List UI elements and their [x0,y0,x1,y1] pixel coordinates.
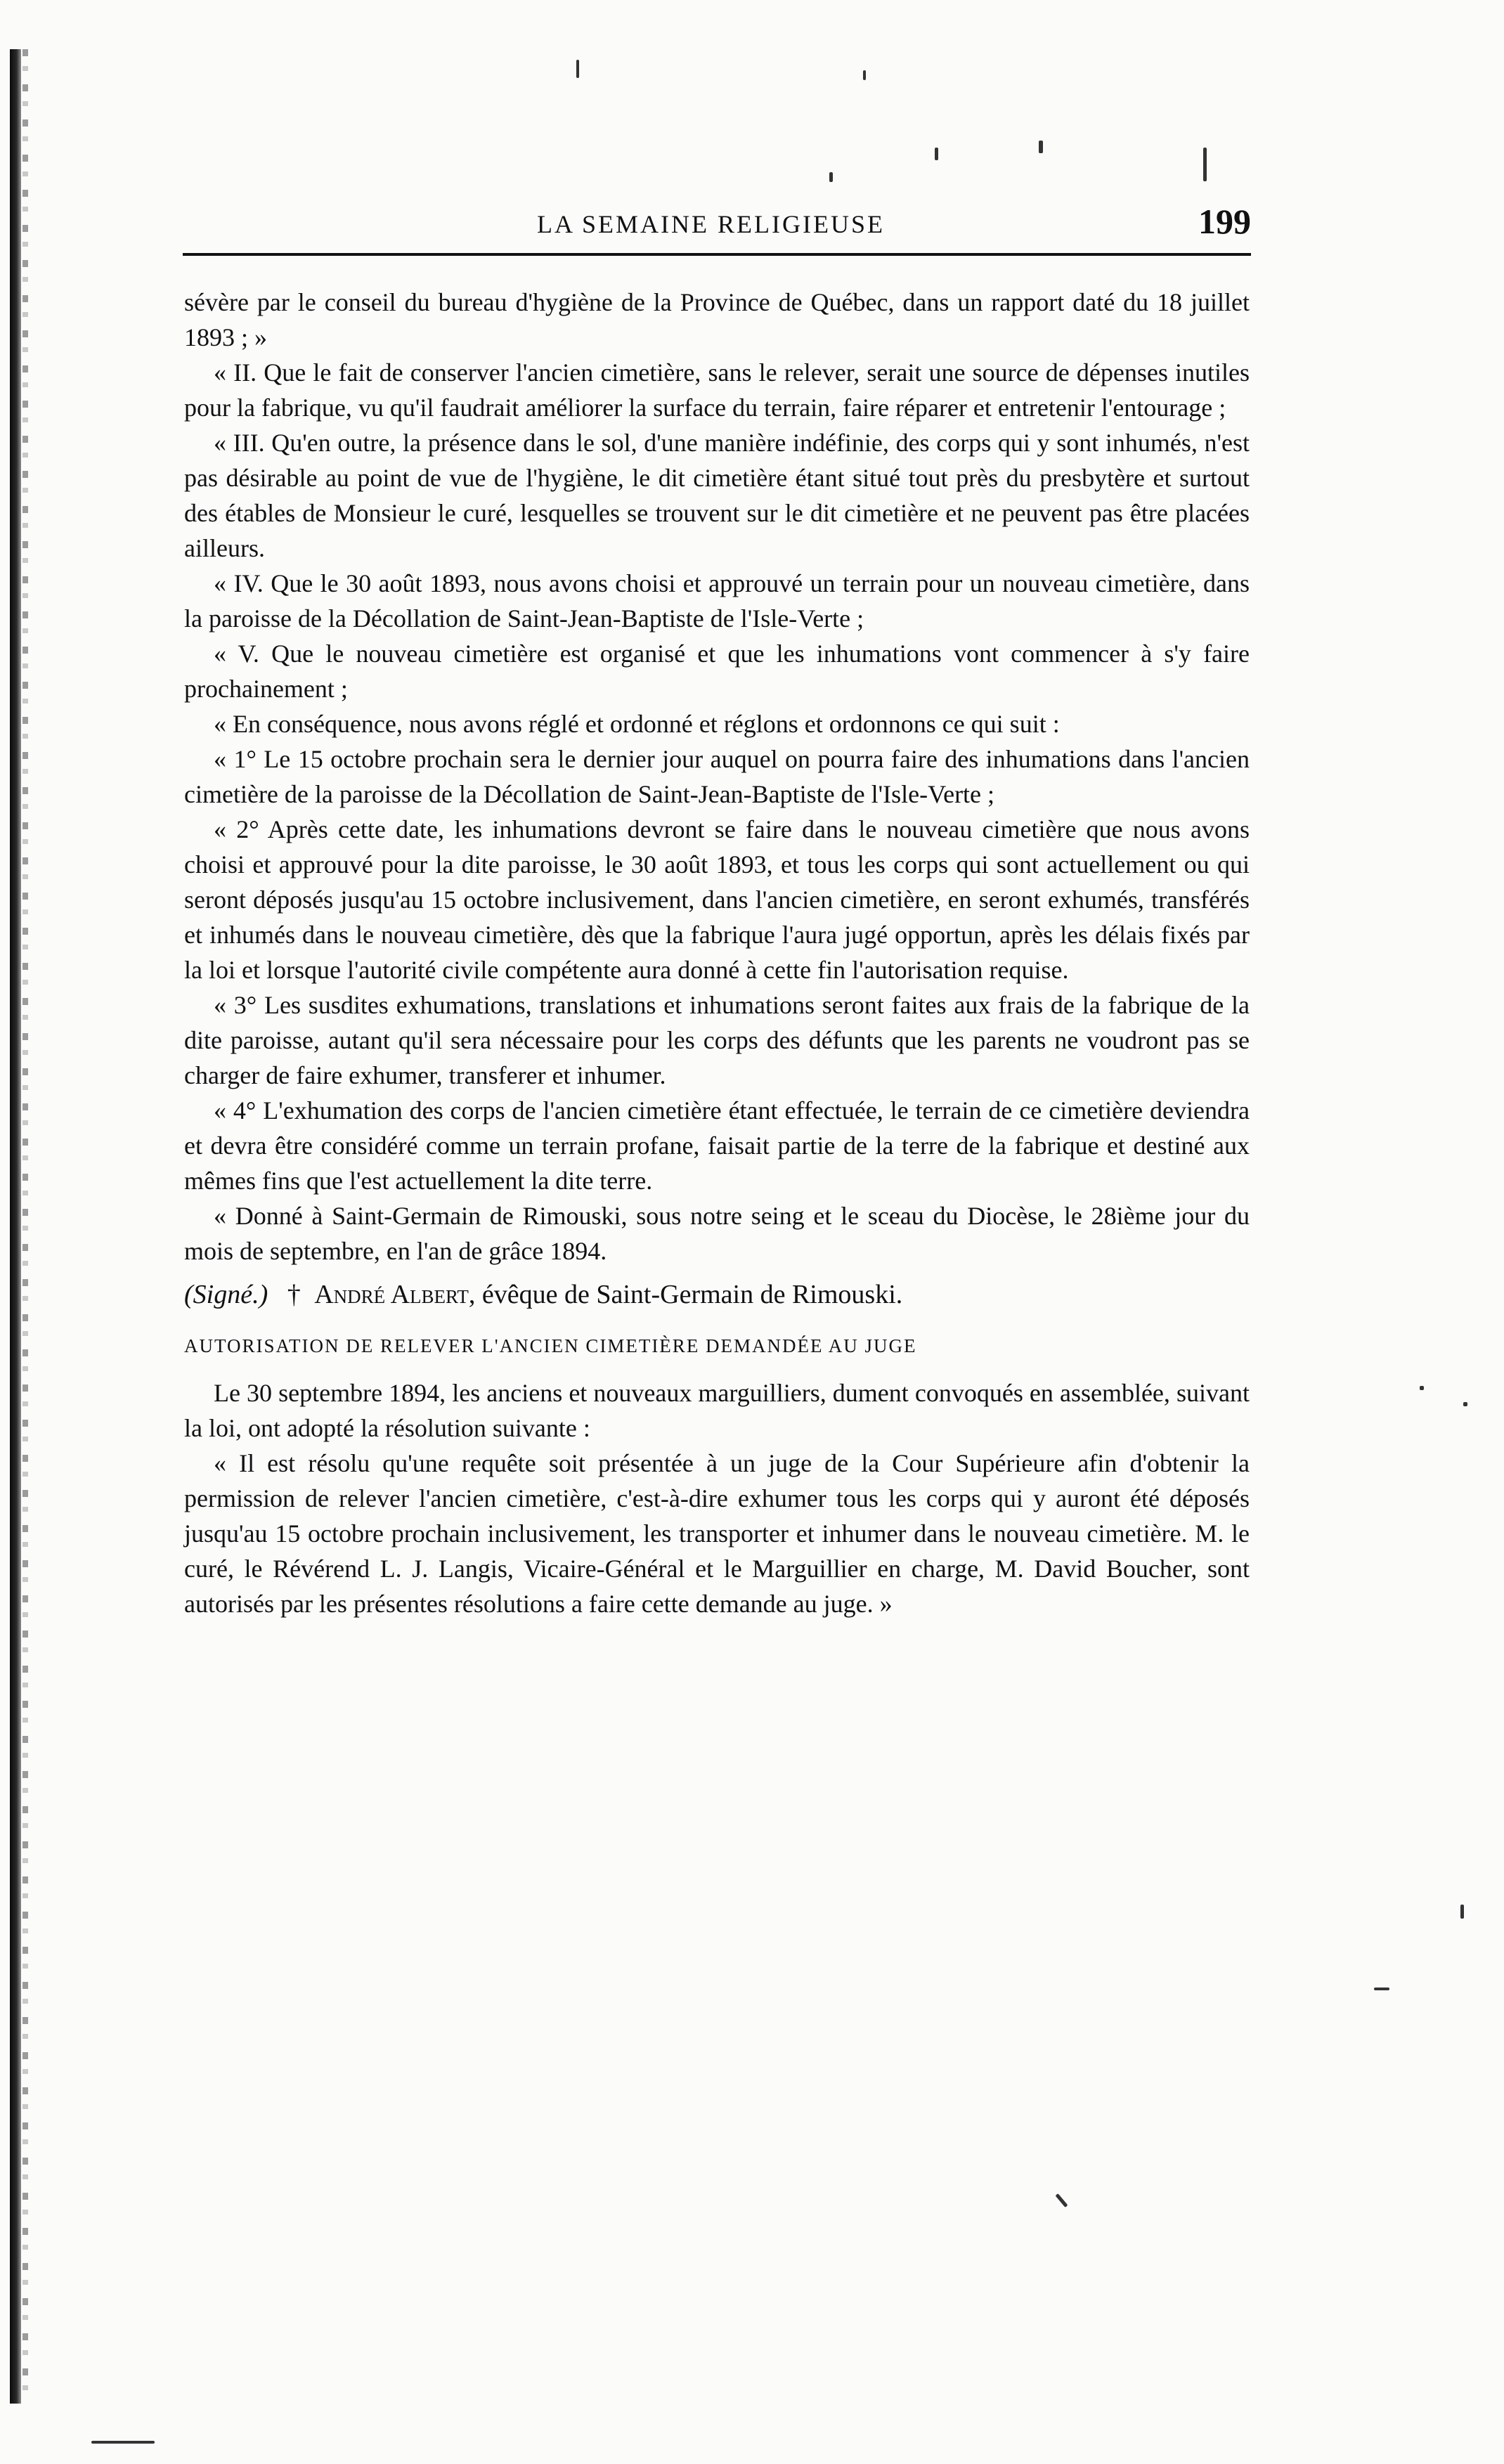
paragraph: sévère par le conseil du bureau d'hygiène de la Province de Québec, dans un rapport daté du 18 juillet 1893 ; » [184,288,1250,351]
paragraph: « II. Que le fait de conserver l'ancien cimetière, sans le relever, serait une source de dépenses inutiles pour la fabrique, vu qu'il faudrait améliorer la surface du terrain, faire réparer et entretenir l'entourage ; [184,358,1250,422]
signature-name: André Albert, [314,1280,476,1309]
paragraph: « Donné à Saint-Germain de Rimouski, sous notre seing et le sceau du Diocèse, le 28ième jour du mois de septembre, en l'an de grâce 1894. [184,1202,1250,1265]
paragraph: « En conséquence, nous avons réglé et ordonné et réglons et ordonnons ce qui suit : [214,710,1060,738]
scan-speck [935,148,938,160]
paragraph: « 1° Le 15 octobre prochain sera le dernier jour auquel on pourra faire des inhumations dans l'ancien cimetière de la paroisse de la Décollation de Saint-Jean-Baptiste de l'Isle-Verte ; [184,745,1250,808]
paragraph: « Il est résolu qu'une requête soit présentée à un juge de la Cour Supérieure afin d'obtenir la permission de relever l'ancien cimetière, c'est-à-dire exhumer tous les corps qui y auront été déposés jusqu'au 15 octobre prochain inclusivement, les transporter et inhumer dans le nouveau cimetière. M. le curé, le Révérend L. J. Langis, Vicaire-Général et le Marguillier en charge, M. David Boucher, sont autorisés par les présentes résolutions a faire cette demande au juge. » [184,1449,1250,1618]
binding-edge [10,49,21,2404]
signature-title: évêque de Saint-Germain de Rimouski. [481,1280,903,1309]
page-number: 199 [1198,202,1251,241]
paragraph: « IV. Que le 30 août 1893, nous avons choisi et approuvé un terrain pour un nouveau cimetière, dans la paroisse de la Décollation de Saint-Jean-Baptiste de l'Isle-Verte ; [184,569,1250,633]
scan-speck [1056,2193,1068,2207]
signature-line [184,1277,1250,1312]
cross-icon: † [287,1280,301,1309]
paragraph: « 2° Après cette date, les inhumations devront se faire dans le nouveau cimetière que nous avons choisi et approuvé pour la dite paroisse, le 30 août 1893, et tous les corps qui sont actuellement ou qui seront déposés jusqu'au 15 octobre inclusivement, dans l'ancien cimetière, en seront exhumés, transférés et inhumés dans le nouveau cimetière, dès que la fabrique l'aura jugé opportun, après les délais fixés par la loi et lorsque l'autorité civile compétente aura donné à cette fin l'autorisation requise. [184,815,1250,984]
scan-speck [863,70,866,80]
scan-speck [1420,1386,1424,1390]
section-heading: AUTORISATION DE RELEVER L'ANCIEN CIMETIÈRE DEMANDÉE AU JUGE [184,1335,917,1356]
paragraph: « III. Qu'en outre, la présence dans le sol, d'une manière indéfinie, des corps qui y sont inhumés, n'est pas désirable au point de vue de l'hygiène, le dit cimetière étant situé tout près du presbytère et surtout des étables de Monsieur le curé, lesquelles se trouvent sur le dit cimetière et ne peuvent pas être placées ailleurs. [184,429,1250,562]
header-rule [183,253,1251,256]
scan-speck [1203,148,1207,181]
scan-speck [1374,1988,1389,1990]
paragraph: « 4° L'exhumation des corps de l'ancien cimetière étant effectuée, le terrain de ce cimetière deviendra et devra être considéré comme un terrain profane, faisait partie de la terre de la fabrique et destiné aux mêmes fins que l'est actuellement la dite terre. [184,1096,1250,1195]
scan-speck [576,60,579,78]
scan-speck [1039,141,1043,153]
binding-edge-shadow [22,49,28,2404]
scan-speck [1460,1905,1464,1919]
scan-speck [829,172,833,182]
signature-signe: (Signé.) [184,1280,268,1309]
scan-speck [91,2441,155,2444]
page-body [184,285,1250,1621]
page-header [183,202,1251,254]
paragraph: Le 30 septembre 1894, les anciens et nouveaux marguilliers, dument convoqués en assemblée, suivant la loi, ont adopté la résolution suivante : [184,1379,1250,1442]
running-title: LA SEMAINE RELIGIEUSE [537,210,885,238]
paragraph: « 3° Les susdites exhumations, translations et inhumations seront faites aux frais de la fabrique de la dite paroisse, autant qu'il sera nécessaire pour les corps des défunts que les parents ne voudront pas se charger de faire exhumer, transferer et inhumer. [184,991,1250,1089]
scan-speck [1463,1402,1467,1406]
paragraph: « V. Que le nouveau cimetière est organisé et que les inhumations vont commencer à s'y faire prochainement ; [184,640,1250,703]
